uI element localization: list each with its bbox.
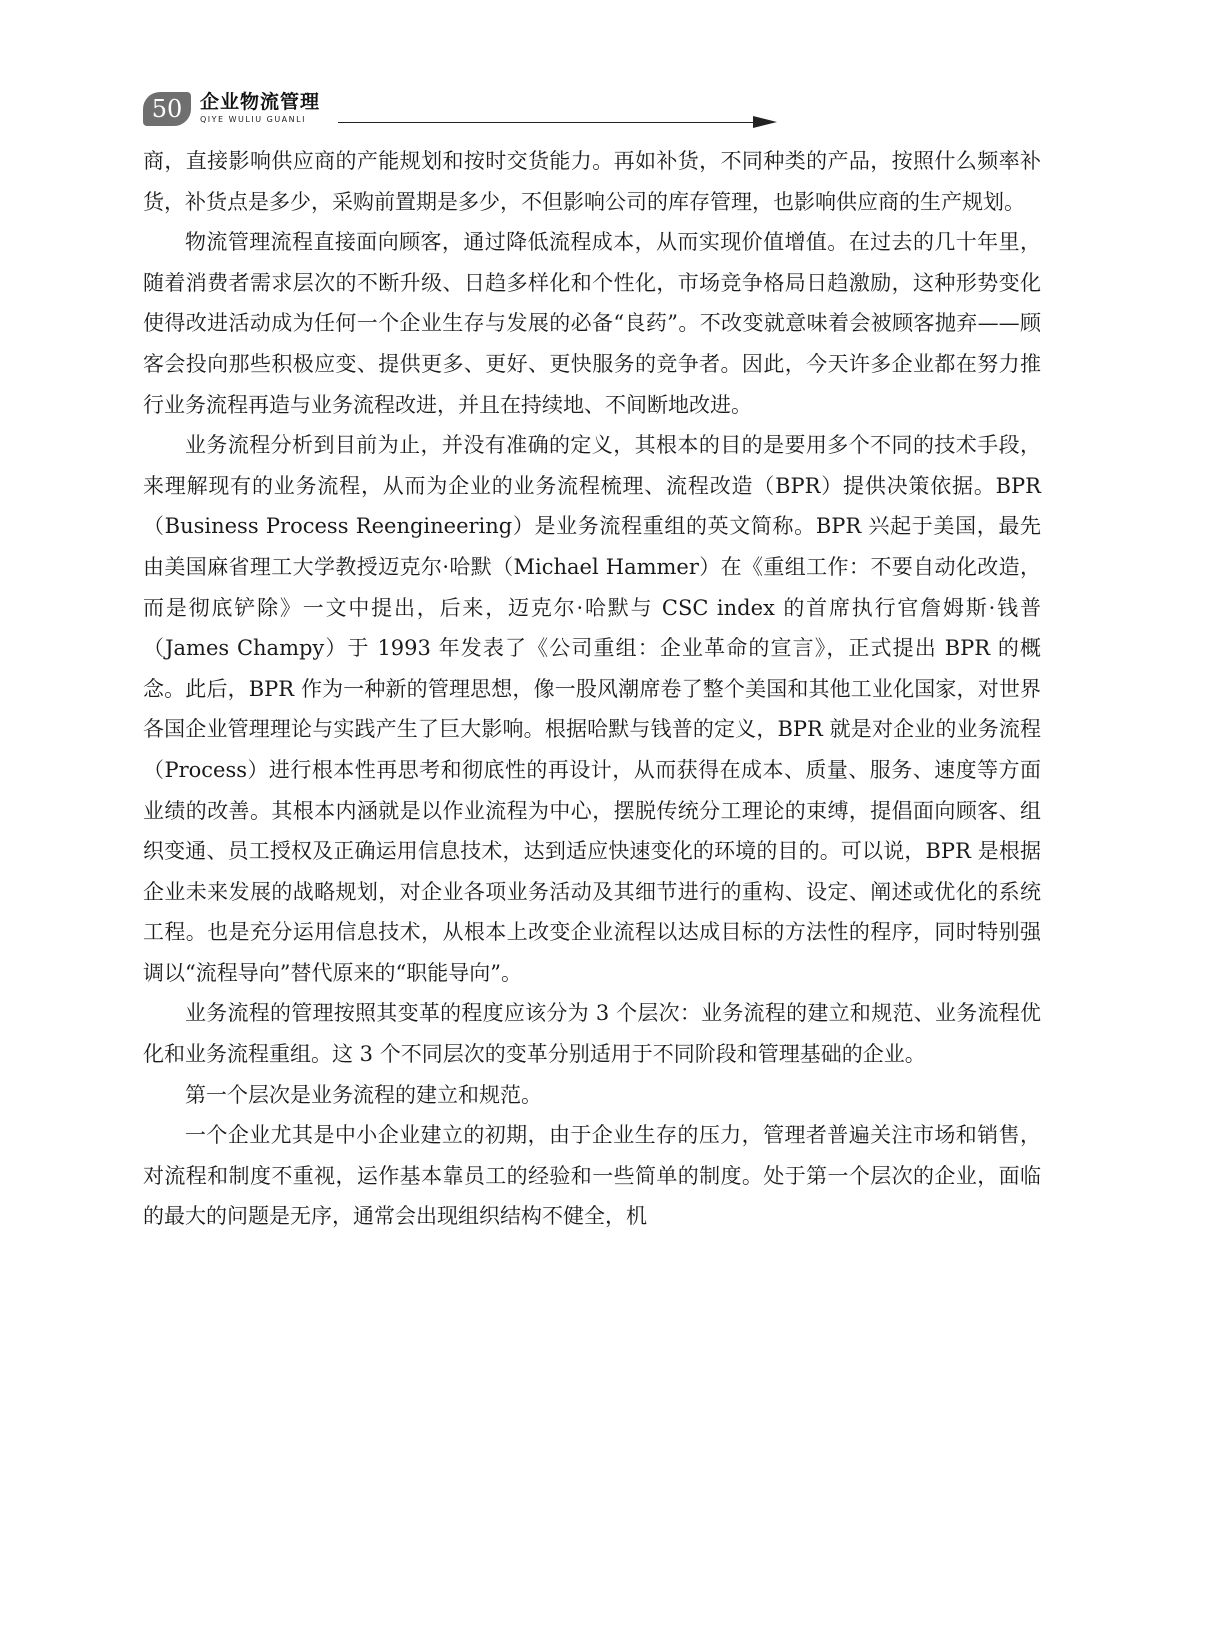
- running-header: [143, 88, 1043, 130]
- header-arrow-icon: [753, 116, 777, 128]
- paragraph: 业务流程的管理按照其变革的程度应该分为 3 个层次：业务流程的建立和规范、业务流程优化和业务流程重组。这 3 个不同层次的变革分别适用于不同阶段和管理基础的企业。: [143, 1001, 1041, 1067]
- paragraph-continued: 商，直接影响供应商的产能规划和按时交货能力。再如补货，不同种类的产品，按照什么频率补货，补货点是多少，采购前置期是多少，不但影响公司的库存管理，也影响供应商的生产规划。: [143, 149, 1041, 214]
- running-title: 企业物流管理: [200, 91, 321, 113]
- body-text: [143, 141, 1041, 1237]
- paragraph: 业务流程分析到目前为止，并没有准确的定义，其根本的目的是要用多个不同的技术手段，来理解现有的业务流程，从而为企业的业务流程梳理、流程改造（BPR）提供决策依据。BPR（Business Process Reengineering）是业务流程重组的英文简称。BPR 兴起于美国，最先由美国麻省理工大学教授迈克尔·哈默（Michael Hammer）在《重组工作：不要自动化改造，而是彻底铲除》一文中提出，后来，迈克尔·哈默与 CSC index 的首席执行官詹姆斯·钱普（James Champy）于 1993 年发表了《公司重组：企业革命的宣言》，正式提出 BPR 的概念。此后，BPR 作为一种新的管理思想，像一股风潮席卷了整个美国和其他工业化国家，对世界各国企业管理理论与实践产生了巨大影响。根据哈默与钱普的定义，BPR 就是对企业的业务流程（Process）进行根本性再思考和彻底性的再设计，从而获得在成本、质量、服务、速度等方面业绩的改善。其根本内涵就是以作业流程为中心，摆脱传统分工理论的束缚，提倡面向顾客、组织变通、员工授权及正确运用信息技术，达到适应快速变化的环境的目的。可以说，BPR 是根据企业未来发展的战略规划，对企业各项业务活动及其细节进行的重构、设定、阐述或优化的系统工程。也是充分运用信息技术，从根本上改变企业流程以达成目标的方法性的程序，同时特别强调以“流程导向”替代原来的“职能导向”。: [143, 433, 1041, 985]
- paragraph: 第一个层次是业务流程的建立和规范。: [185, 1082, 542, 1107]
- header-rule: [338, 122, 768, 123]
- paragraph: 一个企业尤其是中小企业建立的初期，由于企业生存的压力，管理者普遍关注市场和销售，对流程和制度不重视，运作基本靠员工的经验和一些简单的制度。处于第一个层次的企业，面临的最大的问题是无序，通常会出现组织结构不健全，机: [143, 1123, 1041, 1229]
- paragraph: 物流管理流程直接面向顾客，通过降低流程成本，从而实现价值增值。在过去的几十年里，随着消费者需求层次的不断升级、日趋多样化和个性化，市场竞争格局日趋激励，这种形势变化使得改进活动成为任何一个企业生存与发展的必备“良药”。不改变就意味着会被顾客抛弃——顾客会投向那些积极应变、提供更多、更好、更快服务的竞争者。因此，今天许多企业都在努力推行业务流程再造与业务流程改进，并且在持续地、不间断地改进。: [143, 230, 1041, 417]
- running-title-pinyin: QIYE WULIU GUANLI: [200, 115, 306, 124]
- page-number-badge: 50: [143, 92, 191, 126]
